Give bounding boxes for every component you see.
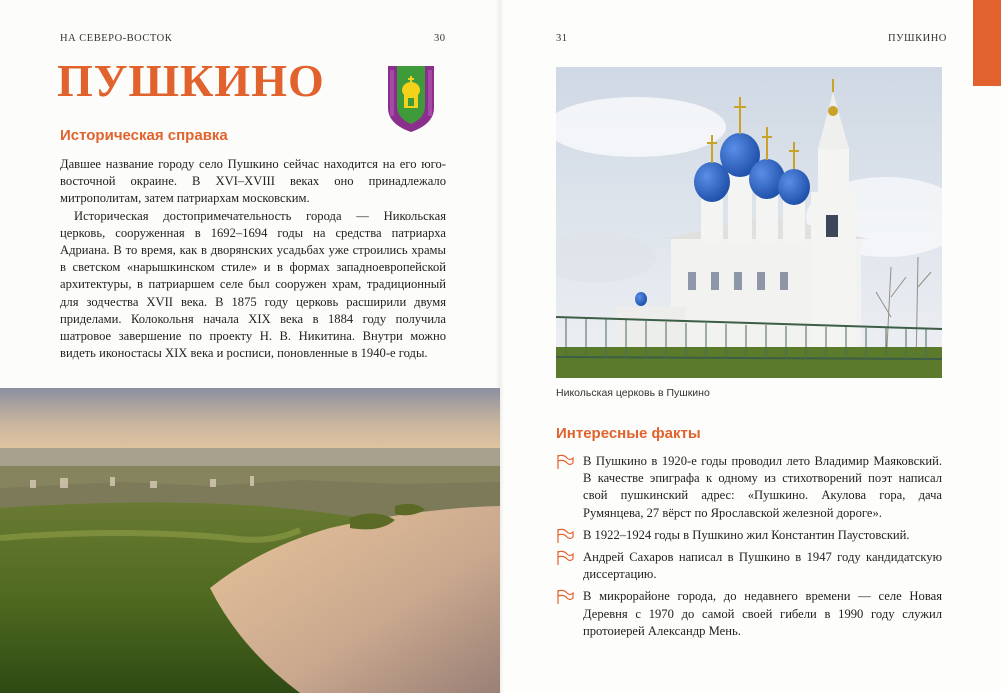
history-paragraph: Давшее название городу село Пушкино сейчас находится на его юго-восточной окраине. В XVI–XVIII веках оно принадлежало митрополитам, затем патриархам московским. bbox=[60, 157, 446, 206]
fact-item bbox=[556, 527, 942, 544]
coat-of-arms-icon bbox=[388, 66, 434, 132]
left-running-head: НА СЕВЕРО-ВОСТОК bbox=[60, 33, 173, 44]
fact-item bbox=[556, 549, 942, 583]
flag-icon bbox=[556, 589, 574, 605]
fact-text: В 1922–1924 годы в Пушкино жил Константин Паустовский. bbox=[583, 527, 910, 542]
fact-text: В микрорайоне города, до недавнего времени — селе Новая Деревня с 1970 до самой своей гибели в 1990 году служил протоиерей Александр Мень. bbox=[583, 589, 942, 638]
right-page-number: 31 bbox=[556, 33, 568, 44]
chapter-tab bbox=[973, 0, 1001, 86]
flag-icon bbox=[556, 550, 574, 566]
fact-item bbox=[556, 453, 942, 522]
photo-caption: Никольская церковь в Пушкино bbox=[556, 387, 710, 399]
flag-icon bbox=[556, 454, 574, 470]
flag-icon bbox=[556, 528, 574, 544]
history-heading: Историческая справка bbox=[60, 127, 228, 144]
left-page-number: 30 bbox=[434, 33, 446, 44]
fact-text: Андрей Сахаров написал в Пушкино в 1947 году кандидатскую диссертацию. bbox=[583, 550, 942, 582]
fact-text: В Пушкино в 1920-е годы проводил лето Владимир Маяковский. В качестве эпиграфа к одному из стихотворений поэт написал свой пушкинский адрес: «Пушкино. Акулова гора, дача Румянцева, 27 вёрст по Ярославской железной дороге». bbox=[583, 454, 942, 520]
page-title: ПУШКИНО bbox=[57, 55, 325, 106]
right-running-head: ПУШКИНО bbox=[888, 33, 947, 44]
aerial-lake-photo bbox=[0, 388, 500, 693]
facts-heading: Интересные факты bbox=[556, 425, 701, 442]
facts-list bbox=[556, 453, 942, 645]
church-photo bbox=[556, 67, 942, 378]
fact-item bbox=[556, 588, 942, 640]
history-text bbox=[60, 156, 446, 362]
history-paragraph: Историческая достопримечательность города — Никольская церковь, сооруженная в 1692–1694 годы на средства патриарха Адриана. В то время, как в дворянских усадьбах уже строились храмы в светском «нарышкинском стиле» и в формах западноевропейской архитектуры, в патриаршем селе был сооружен храм, традиционный для зодчества XVII века. В 1875 году церковь расширили двумя приделами. Колокольня начала XIX века в 1884 году получила шатровое завершение по проекту Н. В. Никитина. Внутри можно видеть иконостасы XIX века и росписи, поновленные в 1940-е годы. bbox=[60, 208, 446, 361]
